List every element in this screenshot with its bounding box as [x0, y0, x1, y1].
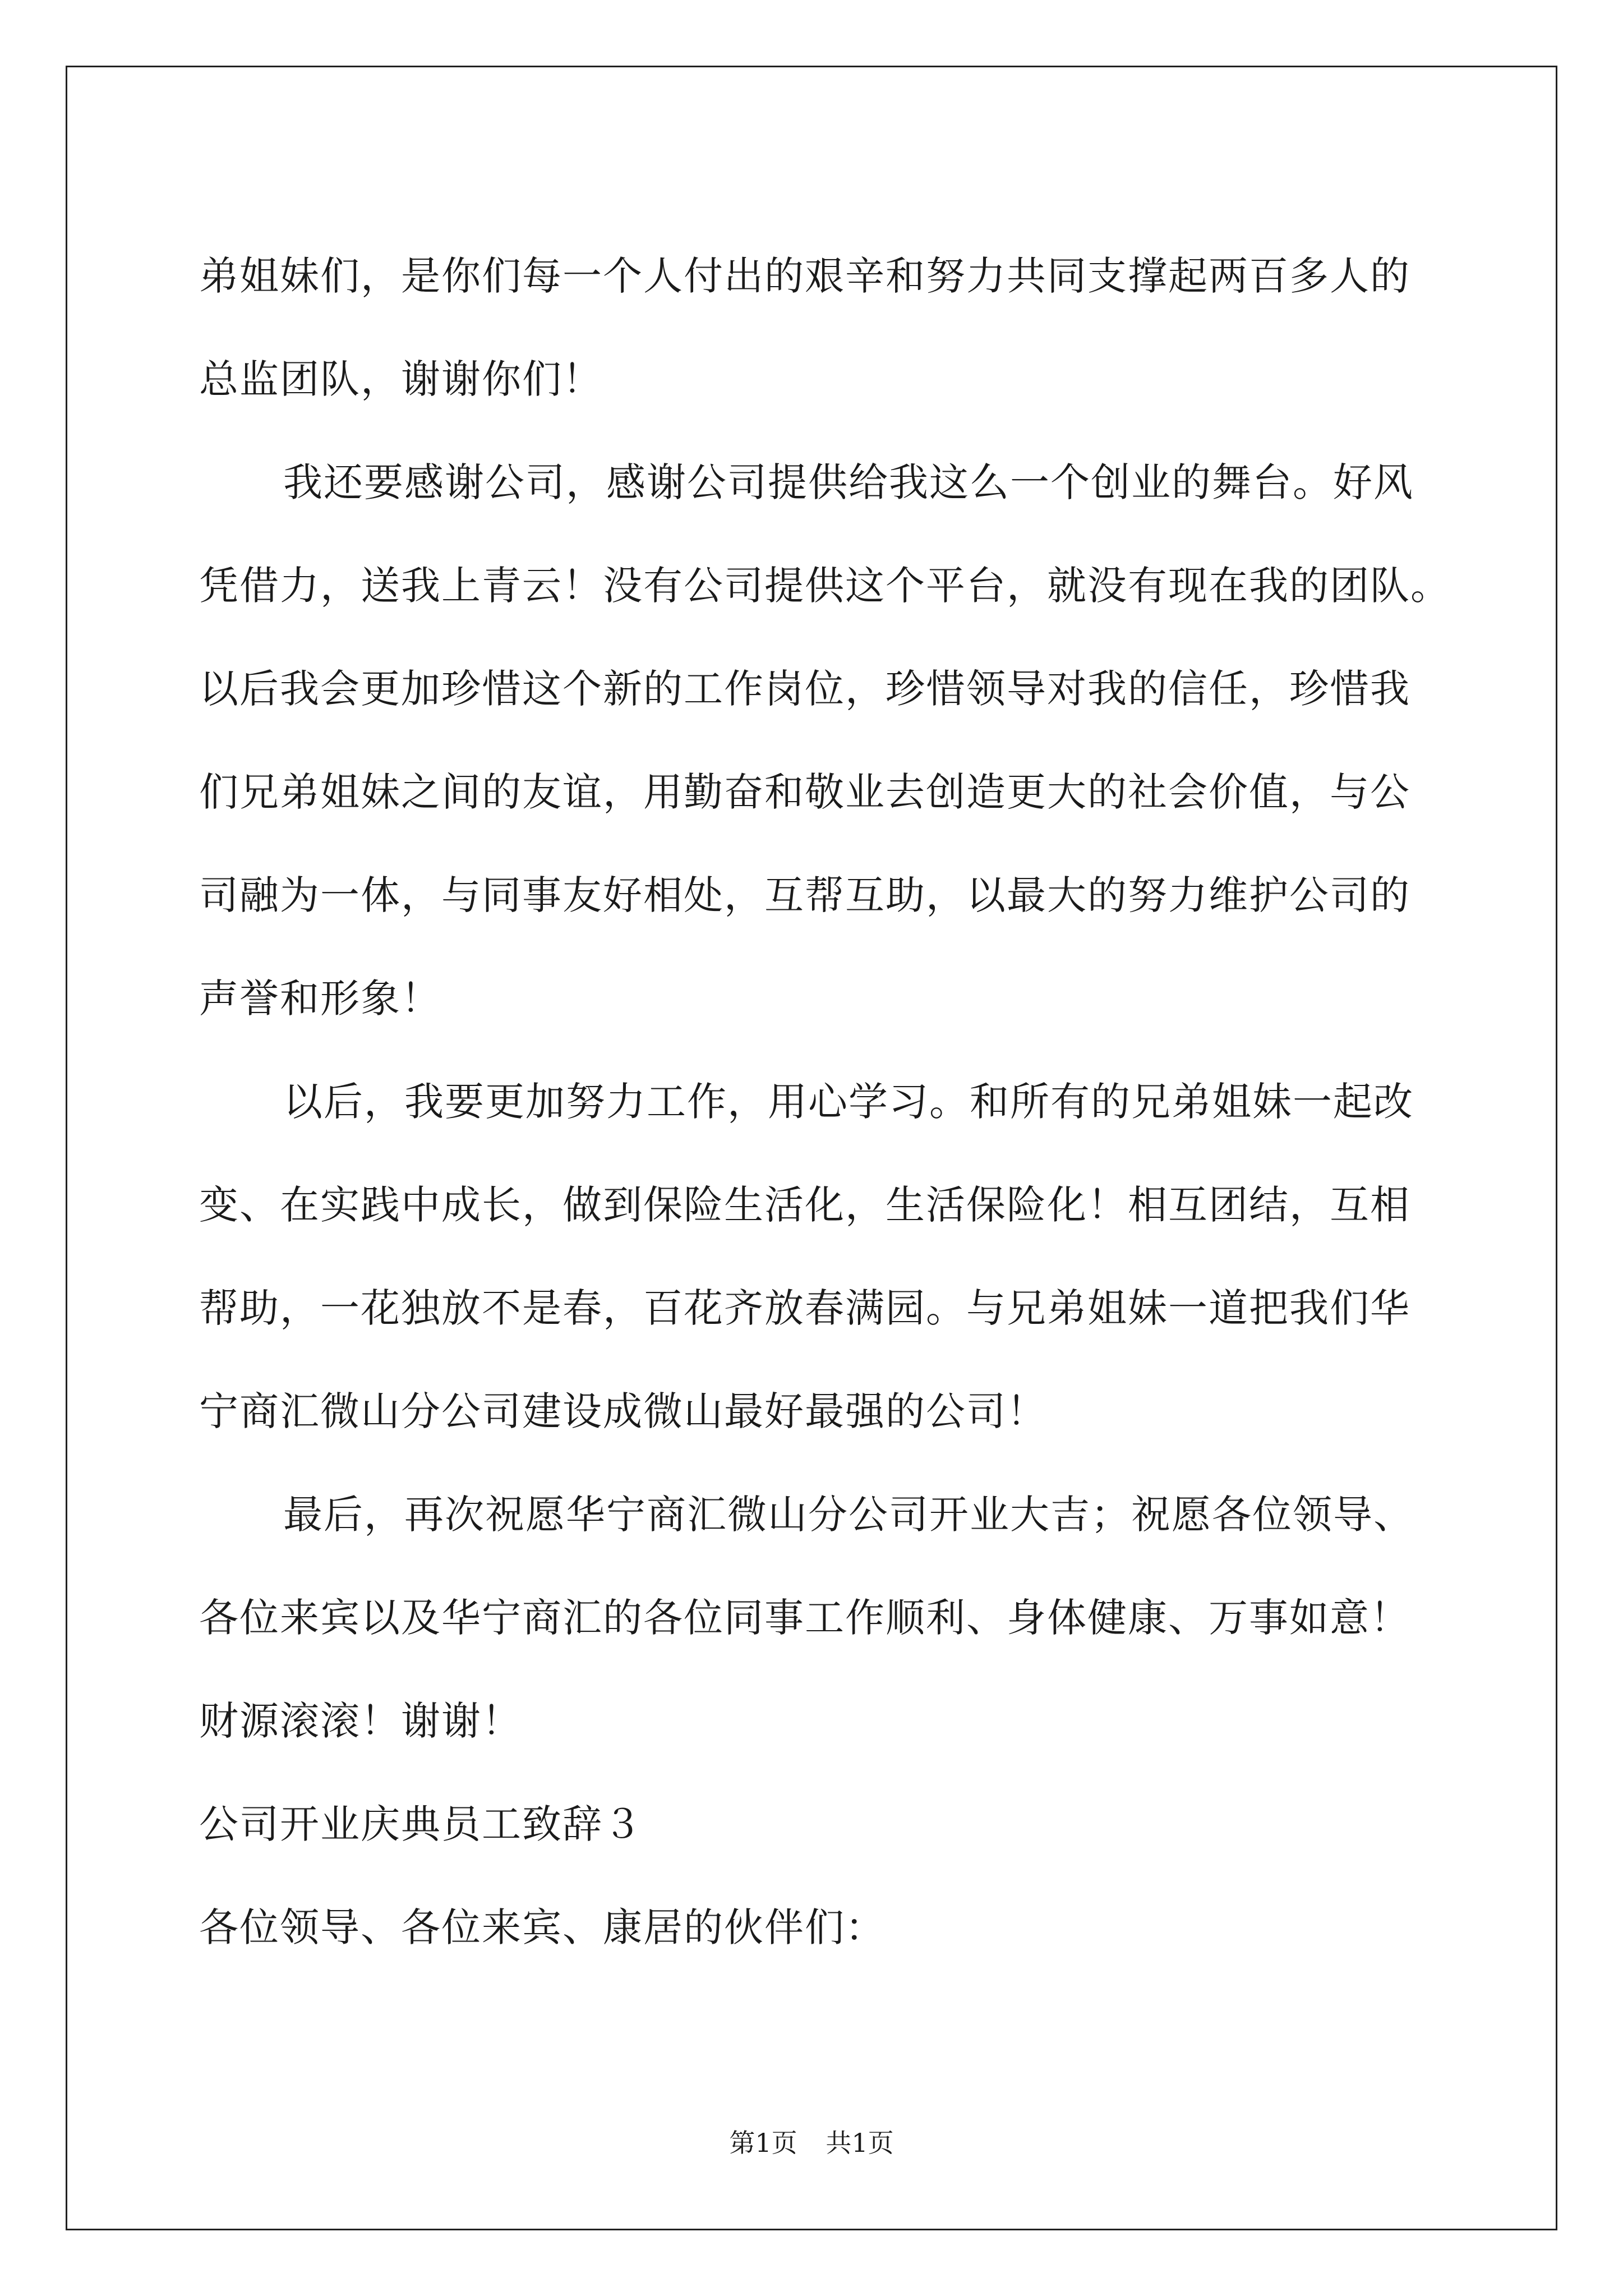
page-footer — [0, 2126, 1623, 2160]
text-line: 宁商汇微山分公司建设成微山最好最强的公司！ — [199, 1388, 1047, 1434]
text-line: 变、在实践中成长，做到保险生活化，生活保险化！相互团结，互相 — [199, 1182, 1410, 1228]
text-line: 以后我会更加珍惜这个新的工作岗位，珍惜领导对我的信任，珍惜我 — [199, 666, 1410, 712]
page-number: 第1页 — [729, 2128, 797, 2158]
text-line: 凭借力，送我上青云！没有公司提供这个平台，就没有现在我的团队。 — [199, 563, 1451, 609]
text-line: 帮助，一花独放不是春，百花齐放春满园。与兄弟姐妹一道把我们华 — [199, 1285, 1410, 1331]
text-line: 各位来宾以及华宁商汇的各位同事工作顺利、身体健康、万事如意！ — [199, 1595, 1410, 1641]
text-line: 们兄弟姐妹之间的友谊，用勤奋和敬业去创造更大的社会价值，与公 — [199, 769, 1410, 815]
page-total: 共1页 — [826, 2128, 894, 2158]
text-line: 财源滚滚！谢谢！ — [199, 1698, 522, 1744]
section-heading: 公司开业庆典员工致辞３ — [199, 1801, 643, 1847]
salutation-line: 各位领导、各位来宾、康居的伙伴们： — [199, 1904, 886, 1950]
text-line: 总监团队，谢谢你们！ — [199, 356, 603, 402]
document-body — [199, 224, 1451, 1979]
text-line: 我还要感谢公司，感谢公司提供给我这么一个创业的舞台。好风 — [283, 459, 1414, 505]
text-line: 弟姐妹们，是你们每一个人付出的艰辛和努力共同支撑起两百多人的 — [199, 253, 1410, 299]
text-line: 司融为一体，与同事友好相处，互帮互助，以最大的努力维护公司的 — [199, 872, 1410, 918]
text-line: 最后，再次祝愿华宁商汇微山分公司开业大吉；祝愿各位领导、 — [283, 1492, 1414, 1538]
text-line: 以后，我要更加努力工作，用心学习。和所有的兄弟姐妹一起改 — [283, 1079, 1414, 1125]
text-line: 声誉和形象！ — [199, 976, 441, 1022]
